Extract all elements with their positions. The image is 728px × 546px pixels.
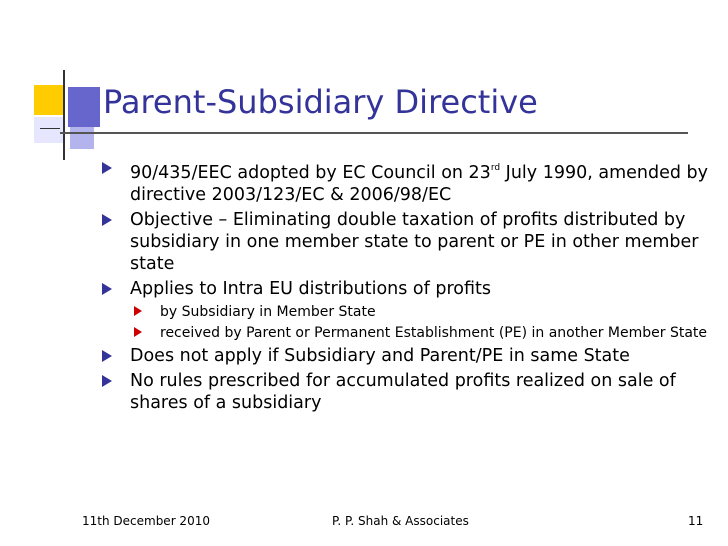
sub-bullet-text: by Subsidiary in Member State <box>160 304 376 320</box>
bullet-item <box>100 278 715 300</box>
deco-lightblue-square <box>70 127 94 149</box>
slide-title: Parent-Subsidiary Directive <box>103 83 538 121</box>
bullet-text: 90/435/EEC adopted by EC Council on 23 <box>130 163 491 183</box>
bullet-item <box>100 345 715 367</box>
footer-company: P. P. Shah & Associates <box>332 514 469 528</box>
bullet-arrow-icon <box>102 350 112 362</box>
bullet-item <box>100 370 715 414</box>
bullet-text: Objective – Eliminating double taxation of profits distributed by subsidiary in one member state to parent or PE in other member state <box>130 210 699 274</box>
sub-bullet-arrow-icon <box>134 327 142 337</box>
sub-bullet-item <box>100 303 715 321</box>
title-rule <box>60 132 688 134</box>
bullet-text: July 1990, amended by directive 2003/123/EC & 2006/98/EC <box>130 163 708 205</box>
bullet-item <box>100 157 715 206</box>
bullet-arrow-icon <box>102 375 112 387</box>
deco-short-line <box>40 128 60 129</box>
bullet-arrow-icon <box>102 162 112 174</box>
bullet-arrow-icon <box>102 214 112 226</box>
deco-light-square <box>34 117 64 143</box>
bullet-item <box>100 209 715 275</box>
bullet-text: Does not apply if Subsidiary and Parent/PE in same State <box>130 346 630 366</box>
footer-date: 11th December 2010 <box>82 514 210 528</box>
deco-vertical-line <box>63 70 65 160</box>
bullet-text: Applies to Intra EU distributions of profits <box>130 279 491 299</box>
bullet-text: No rules prescribed for accumulated profits realized on sale of shares of a subsidiary <box>130 371 676 413</box>
sub-bullet-text: received by Parent or Permanent Establishment (PE) in another Member State <box>160 325 708 341</box>
slide-content <box>100 157 715 417</box>
footer-page-number: 11 <box>688 514 704 528</box>
bullet-arrow-icon <box>102 283 112 295</box>
deco-blue-square <box>68 87 100 127</box>
sub-bullet-arrow-icon <box>134 306 142 316</box>
sub-bullet-item <box>100 324 715 342</box>
superscript-text: rd <box>490 163 501 173</box>
deco-yellow-square <box>34 85 64 115</box>
